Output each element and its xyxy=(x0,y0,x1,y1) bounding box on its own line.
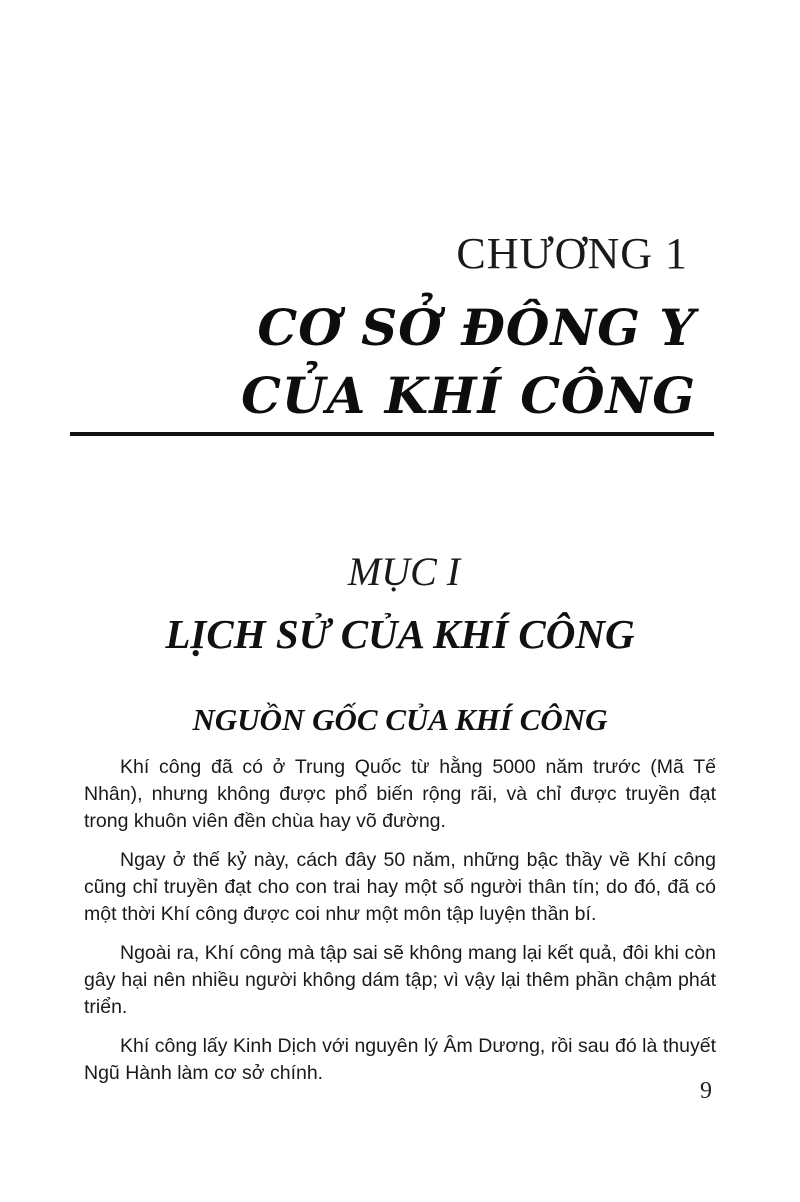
page-number: 9 xyxy=(700,1078,712,1104)
paragraph: Ngay ở thế kỷ này, cách đây 50 năm, những bậc thầy về Khí công cũng chỉ truyền đạt cho con trai hay một số người thân tín; do đó, đã có một thời Khí công được coi như một môn tập luyện thần bí. xyxy=(84,849,716,925)
section-title: LỊCH SỬ CỦA KHÍ CÔNG xyxy=(165,611,635,657)
chapter-divider xyxy=(70,432,714,436)
chapter-title-line-2: CỦA KHÍ CÔNG xyxy=(241,366,696,425)
paragraph: Khí công đã có ở Trung Quốc từ hằng 5000 năm trước (Mã Tế Nhân), nhưng không được phổ biến rộng rãi, và chỉ được truyền đạt trong khuôn viên đền chùa hay võ đường. xyxy=(84,756,716,832)
chapter-title-line-1: CƠ SỞ ĐÔNG Y xyxy=(257,298,696,357)
subsection-title: NGUỒN GỐC CỦA KHÍ CÔNG xyxy=(192,702,608,737)
paragraph: Ngoài ra, Khí công mà tập sai sẽ không mang lại kết quả, đôi khi còn gây hại nên nhiều người không dám tập; vì vậy lại thêm phần chậm phát triển. xyxy=(84,942,716,1018)
chapter-label: CHƯƠNG 1 xyxy=(456,229,688,278)
body-text xyxy=(84,754,716,1099)
paragraph: Khí công lấy Kinh Dịch với nguyên lý Âm Dương, rồi sau đó là thuyết Ngũ Hành làm cơ sở chính. xyxy=(84,1035,716,1084)
section-label-wrap xyxy=(0,548,800,595)
section-label: MỤC I xyxy=(347,549,461,594)
